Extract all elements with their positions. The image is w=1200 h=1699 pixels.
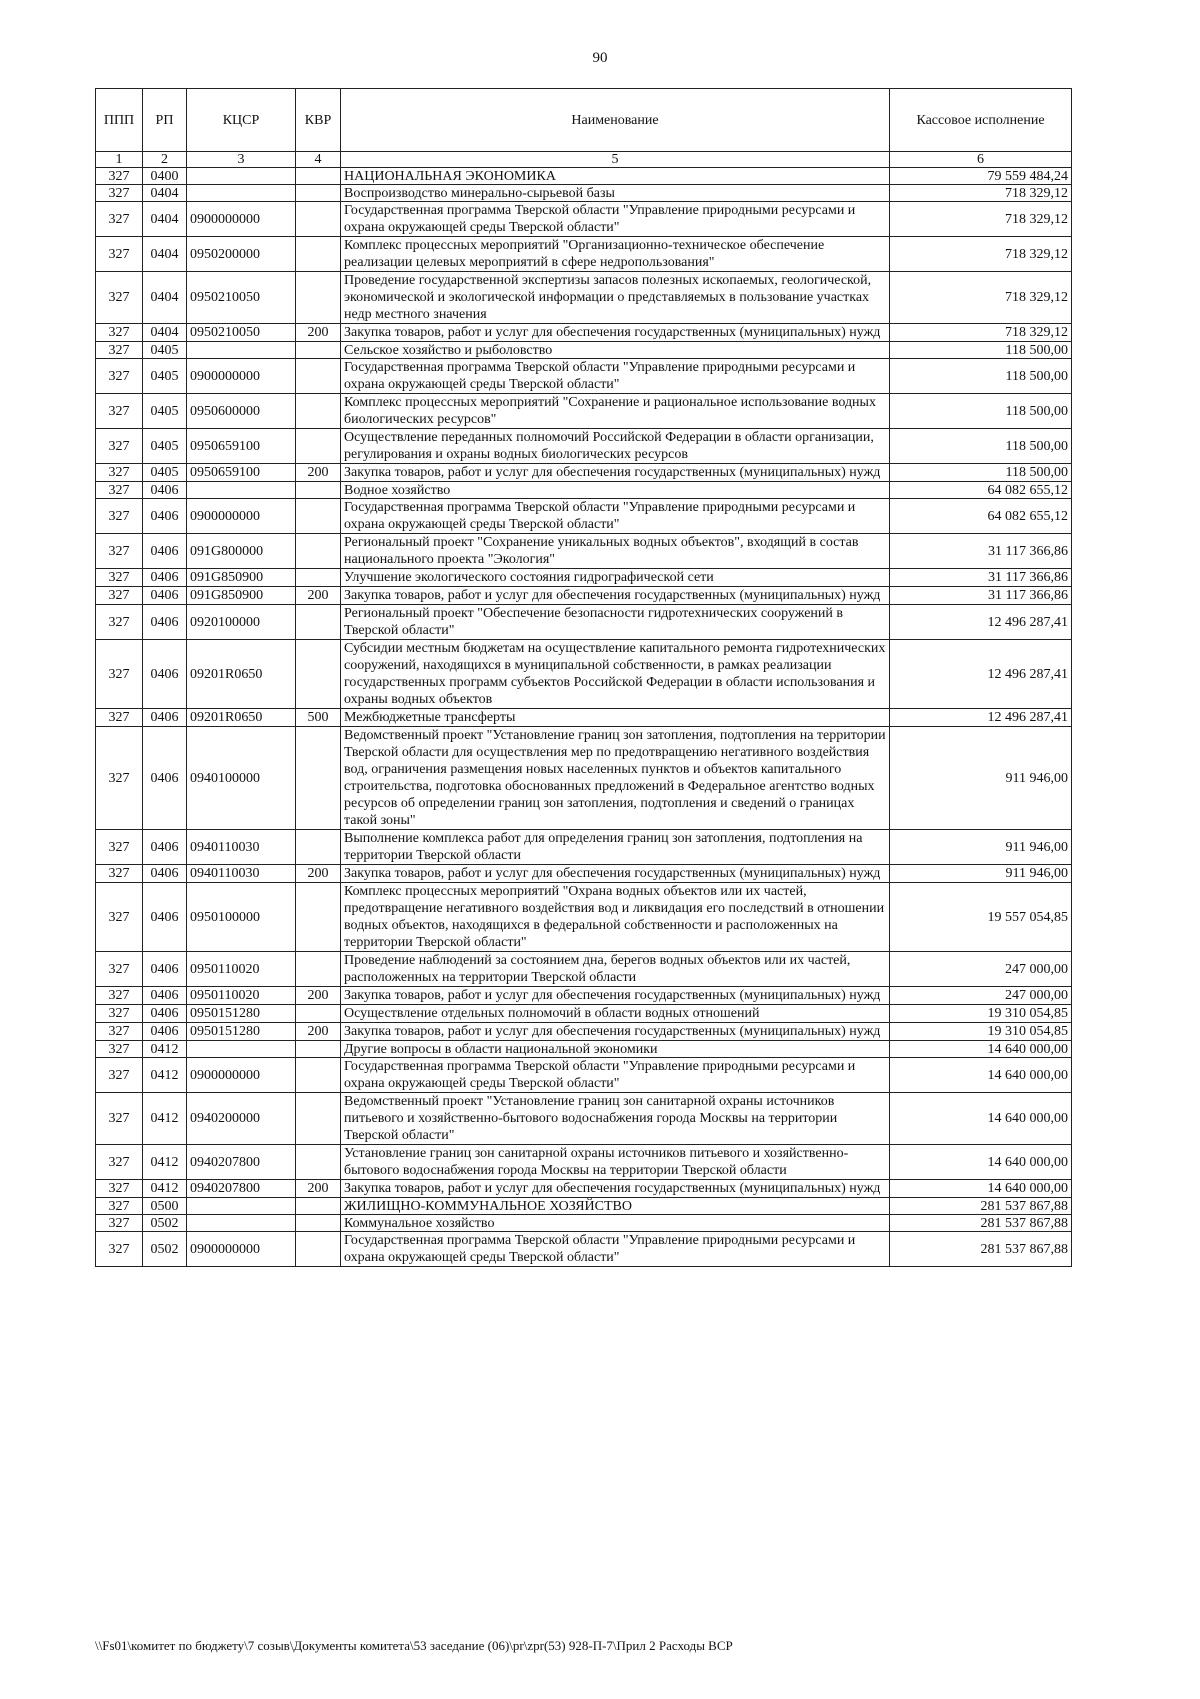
name-cell: Проведение государственной экспертизы запасов полезных ископаемых, геологической, экономической и экологической информации о представляемых в пользование участках недр местного значения (341, 272, 890, 324)
ppp-cell: 327 (96, 429, 143, 464)
rp-cell: 0406 (143, 499, 187, 534)
kvr-cell (296, 1005, 341, 1023)
ppp-cell: 327 (96, 1023, 143, 1041)
rp-cell: 0412 (143, 1041, 187, 1058)
ppp-cell: 327 (96, 342, 143, 359)
kcsr-cell: 091G850900 (187, 587, 296, 605)
column-header: КВР (296, 89, 341, 152)
column-header: Наименование (341, 89, 890, 152)
rp-cell: 0405 (143, 429, 187, 464)
kvr-cell (296, 569, 341, 587)
table-row (96, 709, 1072, 727)
rp-cell: 0406 (143, 709, 187, 727)
table-row (96, 394, 1072, 429)
column-header: КЦСР (187, 89, 296, 152)
table-row (96, 640, 1072, 709)
ppp-cell: 327 (96, 1232, 143, 1267)
amount-cell: 12 496 287,41 (890, 709, 1072, 727)
amount-cell: 911 946,00 (890, 830, 1072, 865)
rp-cell: 0406 (143, 952, 187, 987)
ppp-cell: 327 (96, 324, 143, 342)
kcsr-cell (187, 1215, 296, 1232)
column-header: Кассовое исполнение (890, 89, 1072, 152)
amount-cell: 118 500,00 (890, 429, 1072, 464)
amount-cell: 718 329,12 (890, 185, 1072, 202)
kvr-cell (296, 1058, 341, 1093)
kcsr-cell: 0940207800 (187, 1180, 296, 1198)
name-cell: Улучшение экологического состояния гидрографической сети (341, 569, 890, 587)
kvr-cell (296, 727, 341, 830)
amount-cell: 247 000,00 (890, 987, 1072, 1005)
ppp-cell: 327 (96, 709, 143, 727)
kvr-cell (296, 534, 341, 569)
kcsr-cell: 0940200000 (187, 1093, 296, 1145)
kvr-cell (296, 202, 341, 237)
rp-cell: 0406 (143, 1005, 187, 1023)
kcsr-cell: 0950659100 (187, 429, 296, 464)
kcsr-cell (187, 185, 296, 202)
name-cell: Выполнение комплекса работ для определения границ зон затопления, подтопления на территории Тверской области (341, 830, 890, 865)
amount-cell: 31 117 366,86 (890, 569, 1072, 587)
ppp-cell: 327 (96, 952, 143, 987)
table-row (96, 1005, 1072, 1023)
name-cell: Закупка товаров, работ и услуг для обеспечения государственных (муниципальных) нужд (341, 324, 890, 342)
rp-cell: 0404 (143, 237, 187, 272)
ppp-cell: 327 (96, 605, 143, 640)
amount-cell: 14 640 000,00 (890, 1145, 1072, 1180)
name-cell: Межбюджетные трансферты (341, 709, 890, 727)
table-row (96, 1198, 1072, 1215)
table-row (96, 272, 1072, 324)
amount-cell: 14 640 000,00 (890, 1093, 1072, 1145)
kcsr-cell: 0950151280 (187, 1023, 296, 1041)
table-row (96, 830, 1072, 865)
name-cell: Закупка товаров, работ и услуг для обеспечения государственных (муниципальных) нужд (341, 1180, 890, 1198)
name-cell: Другие вопросы в области национальной экономики (341, 1041, 890, 1058)
name-cell: Государственная программа Тверской области "Управление природными ресурсами и охрана окружающей среды Тверской области" (341, 499, 890, 534)
ppp-cell: 327 (96, 185, 143, 202)
kvr-cell (296, 429, 341, 464)
footer-file-path: \\Fs01\комитет по бюджету\7 созыв\Документы комитета\53 заседание (06)\pr\zpr(53) 928-П-7\Прил 2 Расходы ВСР (95, 1638, 733, 1653)
rp-cell: 0406 (143, 605, 187, 640)
amount-cell: 718 329,12 (890, 272, 1072, 324)
kvr-cell (296, 482, 341, 499)
kvr-cell (296, 168, 341, 185)
table-row (96, 865, 1072, 883)
rp-cell: 0502 (143, 1232, 187, 1267)
rp-cell: 0406 (143, 482, 187, 499)
amount-cell: 247 000,00 (890, 952, 1072, 987)
table-row (96, 987, 1072, 1005)
kvr-cell (296, 359, 341, 394)
table-row (96, 324, 1072, 342)
name-cell: ЖИЛИЩНО-КОММУНАЛЬНОЕ ХОЗЯЙСТВО (341, 1198, 890, 1215)
kvr-cell (296, 1215, 341, 1232)
ppp-cell: 327 (96, 1145, 143, 1180)
table-row (96, 1215, 1072, 1232)
ppp-cell: 327 (96, 1215, 143, 1232)
kcsr-cell: 0940100000 (187, 727, 296, 830)
amount-cell: 14 640 000,00 (890, 1041, 1072, 1058)
table-row (96, 499, 1072, 534)
kcsr-cell (187, 168, 296, 185)
amount-cell: 19 310 054,85 (890, 1023, 1072, 1041)
ppp-cell: 327 (96, 168, 143, 185)
table-row (96, 185, 1072, 202)
kvr-cell: 200 (296, 324, 341, 342)
page-number: 90 (592, 50, 608, 66)
table-row (96, 569, 1072, 587)
kcsr-cell: 0950110020 (187, 987, 296, 1005)
ppp-cell: 327 (96, 1180, 143, 1198)
name-cell: Региональный проект "Сохранение уникальных водных объектов", входящий в состав национального проекта "Экология" (341, 534, 890, 569)
column-number: 5 (341, 152, 890, 168)
amount-cell: 31 117 366,86 (890, 587, 1072, 605)
amount-cell: 118 500,00 (890, 342, 1072, 359)
table-row (96, 1180, 1072, 1198)
ppp-cell: 327 (96, 1041, 143, 1058)
table-row (96, 1232, 1072, 1267)
amount-cell: 64 082 655,12 (890, 499, 1072, 534)
ppp-cell: 327 (96, 1058, 143, 1093)
amount-cell: 281 537 867,88 (890, 1232, 1072, 1267)
name-cell: Закупка товаров, работ и услуг для обеспечения государственных (муниципальных) нужд (341, 865, 890, 883)
ppp-cell: 327 (96, 534, 143, 569)
rp-cell: 0404 (143, 202, 187, 237)
table-row (96, 534, 1072, 569)
name-cell: Государственная программа Тверской области "Управление природными ресурсами и охрана окружающей среды Тверской области" (341, 359, 890, 394)
rp-cell: 0412 (143, 1093, 187, 1145)
name-cell: Установление границ зон санитарной охраны источников питьевого и хозяйственно-бытового водоснабжения города Москвы на территории Тверской области (341, 1145, 890, 1180)
rp-cell: 0405 (143, 342, 187, 359)
rp-cell: 0406 (143, 587, 187, 605)
kvr-cell (296, 342, 341, 359)
amount-cell: 118 500,00 (890, 464, 1072, 482)
table-row (96, 429, 1072, 464)
ppp-cell: 327 (96, 394, 143, 429)
rp-cell: 0404 (143, 272, 187, 324)
rp-cell: 0412 (143, 1145, 187, 1180)
rp-cell: 0406 (143, 569, 187, 587)
kcsr-cell (187, 342, 296, 359)
amount-cell: 14 640 000,00 (890, 1058, 1072, 1093)
amount-cell: 718 329,12 (890, 324, 1072, 342)
rp-cell: 0406 (143, 865, 187, 883)
table-row (96, 883, 1072, 952)
ppp-cell: 327 (96, 1198, 143, 1215)
kvr-cell (296, 1041, 341, 1058)
kcsr-cell: 0950151280 (187, 1005, 296, 1023)
kcsr-cell: 0920100000 (187, 605, 296, 640)
table-row (96, 482, 1072, 499)
rp-cell: 0405 (143, 359, 187, 394)
kvr-cell (296, 237, 341, 272)
kcsr-cell: 0950210050 (187, 324, 296, 342)
table-row (96, 605, 1072, 640)
rp-cell: 0412 (143, 1058, 187, 1093)
table-header-row (96, 89, 1072, 152)
kcsr-cell: 0900000000 (187, 359, 296, 394)
amount-cell: 281 537 867,88 (890, 1198, 1072, 1215)
amount-cell: 118 500,00 (890, 394, 1072, 429)
ppp-cell: 327 (96, 569, 143, 587)
amount-cell: 281 537 867,88 (890, 1215, 1072, 1232)
name-cell: Ведомственный проект "Установление границ зон затопления, подтопления на территории Тверской области для осуществления мер по предотвращению негативного воздействия вод, ограничения размещения новых населенных пунктов и объектов капитального строительства, подготовка обоснованных предложений в Федеральное агентство водных ресурсов об определении границ зон затопления, подтопления и сведений о границах такой зоны" (341, 727, 890, 830)
ppp-cell: 327 (96, 640, 143, 709)
kvr-cell: 200 (296, 587, 341, 605)
ppp-cell: 327 (96, 237, 143, 272)
kcsr-cell: 0900000000 (187, 202, 296, 237)
table-row (96, 168, 1072, 185)
rp-cell: 0406 (143, 883, 187, 952)
kvr-cell (296, 605, 341, 640)
amount-cell: 118 500,00 (890, 359, 1072, 394)
kcsr-cell: 0950100000 (187, 883, 296, 952)
name-cell: Комплекс процессных мероприятий "Сохранение и рациональное использование водных биологических ресурсов" (341, 394, 890, 429)
amount-cell: 64 082 655,12 (890, 482, 1072, 499)
rp-cell: 0400 (143, 168, 187, 185)
ppp-cell: 327 (96, 1093, 143, 1145)
amount-cell: 718 329,12 (890, 237, 1072, 272)
rp-cell: 0406 (143, 640, 187, 709)
ppp-cell: 327 (96, 359, 143, 394)
table-row (96, 952, 1072, 987)
rp-cell: 0406 (143, 727, 187, 830)
name-cell: Коммунальное хозяйство (341, 1215, 890, 1232)
amount-cell: 31 117 366,86 (890, 534, 1072, 569)
table-row (96, 1145, 1072, 1180)
kvr-cell: 200 (296, 987, 341, 1005)
column-header: РП (143, 89, 187, 152)
name-cell: Осуществление отдельных полномочий в области водных отношений (341, 1005, 890, 1023)
table-row (96, 464, 1072, 482)
kvr-cell: 500 (296, 709, 341, 727)
name-cell: Осуществление переданных полномочий Российской Федерации в области организации, регулирования и охраны водных биологических ресурсов (341, 429, 890, 464)
rp-cell: 0502 (143, 1215, 187, 1232)
amount-cell: 79 559 484,24 (890, 168, 1072, 185)
amount-cell: 12 496 287,41 (890, 605, 1072, 640)
kcsr-cell: 0900000000 (187, 1232, 296, 1267)
table-row (96, 237, 1072, 272)
kvr-cell (296, 185, 341, 202)
column-number: 3 (187, 152, 296, 168)
kvr-cell (296, 883, 341, 952)
kcsr-cell: 09201R0650 (187, 709, 296, 727)
rp-cell: 0500 (143, 1198, 187, 1215)
column-number: 6 (890, 152, 1072, 168)
ppp-cell: 327 (96, 865, 143, 883)
ppp-cell: 327 (96, 830, 143, 865)
budget-table (95, 88, 1072, 1267)
name-cell: Государственная программа Тверской области "Управление природными ресурсами и охрана окружающей среды Тверской области" (341, 202, 890, 237)
name-cell: Комплекс процессных мероприятий "Организационно-техническое обеспечение реализации целевых мероприятий в сфере недропользования" (341, 237, 890, 272)
rp-cell: 0405 (143, 394, 187, 429)
name-cell: Государственная программа Тверской области "Управление природными ресурсами и охрана окружающей среды Тверской области" (341, 1058, 890, 1093)
kcsr-cell: 0950200000 (187, 237, 296, 272)
ppp-cell: 327 (96, 202, 143, 237)
kvr-cell (296, 830, 341, 865)
amount-cell: 12 496 287,41 (890, 640, 1072, 709)
amount-cell: 911 946,00 (890, 727, 1072, 830)
table-row (96, 342, 1072, 359)
kvr-cell (296, 499, 341, 534)
table-row (96, 727, 1072, 830)
column-number: 1 (96, 152, 143, 168)
amount-cell: 911 946,00 (890, 865, 1072, 883)
kcsr-cell: 0940110030 (187, 830, 296, 865)
name-cell: Закупка товаров, работ и услуг для обеспечения государственных (муниципальных) нужд (341, 987, 890, 1005)
kcsr-cell: 0950659100 (187, 464, 296, 482)
column-number: 2 (143, 152, 187, 168)
kvr-cell (296, 1145, 341, 1180)
kcsr-cell: 091G850900 (187, 569, 296, 587)
amount-cell: 19 557 054,85 (890, 883, 1072, 952)
name-cell: Проведение наблюдений за состоянием дна, берегов водных объектов или их частей, расположенных на территории Тверской области (341, 952, 890, 987)
amount-cell: 718 329,12 (890, 202, 1072, 237)
table-row (96, 359, 1072, 394)
name-cell: НАЦИОНАЛЬНАЯ ЭКОНОМИКА (341, 168, 890, 185)
kvr-cell (296, 640, 341, 709)
name-cell: Сельское хозяйство и рыболовство (341, 342, 890, 359)
name-cell: Комплекс процессных мероприятий "Охрана водных объектов или их частей, предотвращение негативного воздействия вод и ликвидация его последствий в отношении водных объектов, находящихся в федеральной собственности и расположенных на территории Тверской области" (341, 883, 890, 952)
name-cell: Закупка товаров, работ и услуг для обеспечения государственных (муниципальных) нужд (341, 464, 890, 482)
rp-cell: 0406 (143, 987, 187, 1005)
kcsr-cell: 0900000000 (187, 1058, 296, 1093)
amount-cell: 19 310 054,85 (890, 1005, 1072, 1023)
table-row (96, 1023, 1072, 1041)
column-number: 4 (296, 152, 341, 168)
name-cell: Водное хозяйство (341, 482, 890, 499)
ppp-cell: 327 (96, 272, 143, 324)
rp-cell: 0404 (143, 185, 187, 202)
kcsr-cell (187, 482, 296, 499)
kvr-cell (296, 272, 341, 324)
kcsr-cell: 0950110020 (187, 952, 296, 987)
ppp-cell: 327 (96, 883, 143, 952)
kvr-cell (296, 1093, 341, 1145)
name-cell: Закупка товаров, работ и услуг для обеспечения государственных (муниципальных) нужд (341, 1023, 890, 1041)
kcsr-cell (187, 1041, 296, 1058)
ppp-cell: 327 (96, 499, 143, 534)
kcsr-cell: 0950600000 (187, 394, 296, 429)
kcsr-cell: 0940207800 (187, 1145, 296, 1180)
ppp-cell: 327 (96, 587, 143, 605)
table-row (96, 1058, 1072, 1093)
kvr-cell (296, 1232, 341, 1267)
kvr-cell (296, 1198, 341, 1215)
name-cell: Ведомственный проект "Установление границ зон санитарной охраны источников питьевого и хозяйственно-бытового водоснабжения города Москвы на территории Тверской области" (341, 1093, 890, 1145)
rp-cell: 0406 (143, 830, 187, 865)
column-header: ППП (96, 89, 143, 152)
kcsr-cell (187, 1198, 296, 1215)
table-row (96, 1093, 1072, 1145)
kvr-cell: 200 (296, 1180, 341, 1198)
name-cell: Закупка товаров, работ и услуг для обеспечения государственных (муниципальных) нужд (341, 587, 890, 605)
kvr-cell: 200 (296, 1023, 341, 1041)
kvr-cell (296, 952, 341, 987)
ppp-cell: 327 (96, 987, 143, 1005)
rp-cell: 0412 (143, 1180, 187, 1198)
table-row (96, 587, 1072, 605)
amount-cell: 14 640 000,00 (890, 1180, 1072, 1198)
rp-cell: 0406 (143, 1023, 187, 1041)
ppp-cell: 327 (96, 727, 143, 830)
kcsr-cell: 0900000000 (187, 499, 296, 534)
rp-cell: 0406 (143, 534, 187, 569)
kvr-cell (296, 394, 341, 429)
kcsr-cell: 0950210050 (187, 272, 296, 324)
kcsr-cell: 091G800000 (187, 534, 296, 569)
ppp-cell: 327 (96, 1005, 143, 1023)
kvr-cell: 200 (296, 464, 341, 482)
kcsr-cell: 0940110030 (187, 865, 296, 883)
kcsr-cell: 09201R0650 (187, 640, 296, 709)
name-cell: Воспроизводство минерально-сырьевой базы (341, 185, 890, 202)
ppp-cell: 327 (96, 482, 143, 499)
rp-cell: 0405 (143, 464, 187, 482)
column-number-row (96, 152, 1072, 168)
name-cell: Субсидии местным бюджетам на осуществление капитального ремонта гидротехнических сооружений, находящихся в муниципальной собственности, в рамках реализации государственных программ субъектов Российской Федерации в области использования и охраны водных объектов (341, 640, 890, 709)
name-cell: Региональный проект "Обеспечение безопасности гидротехнических сооружений в Тверской области" (341, 605, 890, 640)
table-row (96, 1041, 1072, 1058)
ppp-cell: 327 (96, 464, 143, 482)
table-row (96, 202, 1072, 237)
rp-cell: 0404 (143, 324, 187, 342)
name-cell: Государственная программа Тверской области "Управление природными ресурсами и охрана окружающей среды Тверской области" (341, 1232, 890, 1267)
kvr-cell: 200 (296, 865, 341, 883)
